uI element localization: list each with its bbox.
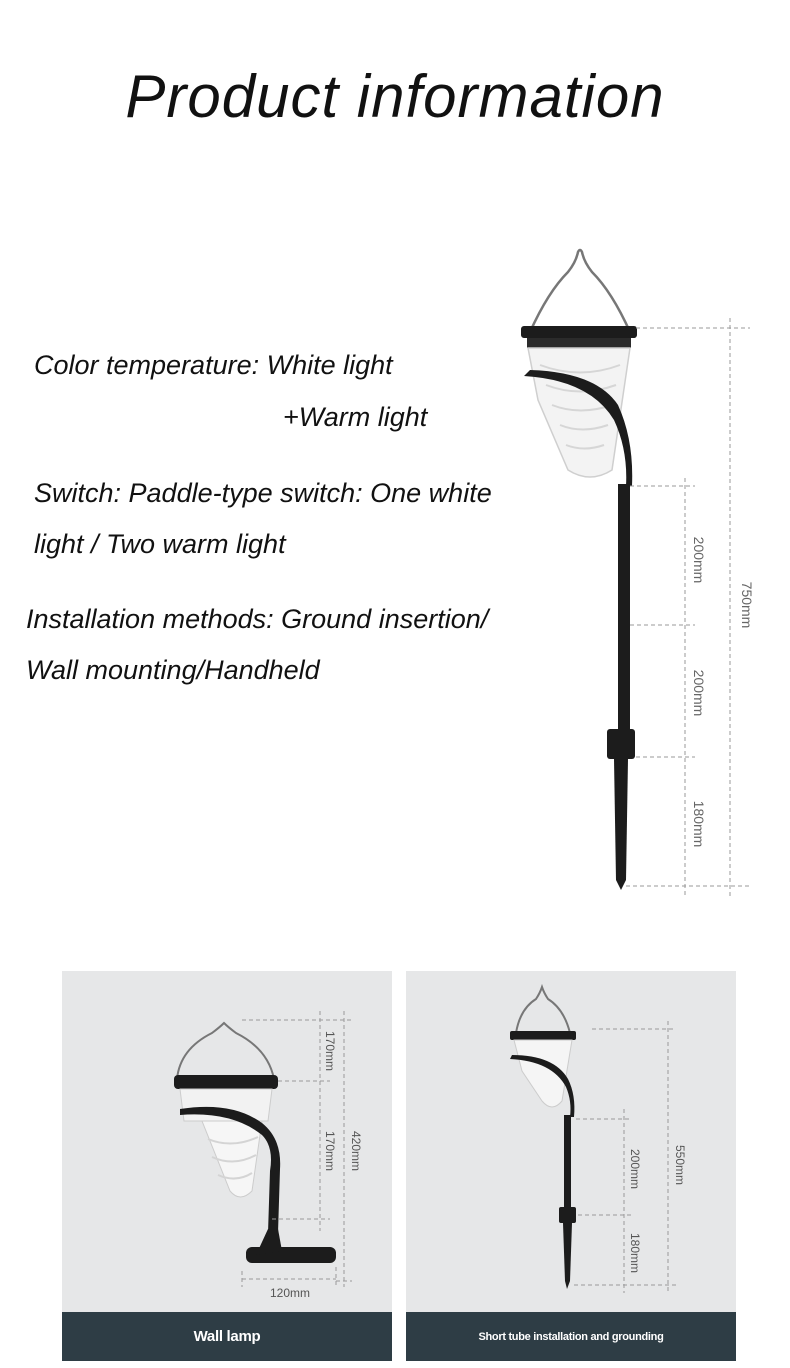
spec-switch: Switch: Paddle-type switch: One white bbox=[34, 478, 492, 508]
wall-lamp-total: 420mm bbox=[349, 1130, 363, 1172]
wall-lamp-width: 120mm bbox=[269, 1286, 311, 1300]
short-tube-panel bbox=[406, 971, 736, 1361]
solar-panel-top bbox=[521, 326, 637, 338]
wall-lamp-height-mid: 170mm bbox=[323, 1130, 337, 1172]
dimension-label-seg3: 180mm bbox=[691, 800, 707, 848]
dimension-label-seg1: 200mm bbox=[691, 536, 707, 584]
wall-lamp-height-top: 170mm bbox=[323, 1030, 337, 1072]
short-tube-pole bbox=[564, 1115, 571, 1209]
wall-lamp-caption: Wall lamp bbox=[62, 1312, 392, 1361]
short-tube-seg2: 180mm bbox=[628, 1232, 642, 1274]
wall-lamp-panel bbox=[62, 971, 392, 1361]
short-tube-diagram bbox=[406, 971, 736, 1361]
lamp-pole bbox=[618, 484, 630, 729]
spec-color-temperature-cont: +Warm light bbox=[283, 402, 428, 432]
page-title: Product information bbox=[125, 63, 665, 130]
wall-lamp-diagram bbox=[62, 971, 392, 1361]
short-tube-spike bbox=[563, 1223, 572, 1289]
short-tube-total: 550mm bbox=[673, 1144, 687, 1186]
spec-switch-cont: light / Two warm light bbox=[34, 529, 286, 559]
pole-connector bbox=[607, 729, 635, 759]
wall-lamp-handle bbox=[177, 1023, 274, 1079]
dimension-label-total: 750mm bbox=[739, 581, 755, 629]
spec-color-temperature: Color temperature: White light bbox=[34, 350, 393, 380]
dimension-label-seg2: 200mm bbox=[691, 669, 707, 717]
hanging-handle bbox=[530, 250, 630, 332]
short-tube-solar-top bbox=[510, 1031, 576, 1040]
short-tube-connector bbox=[559, 1207, 576, 1223]
wall-lamp-shade bbox=[202, 1121, 262, 1197]
wall-lamp-solar-top bbox=[174, 1075, 278, 1089]
spec-installation: Installation methods: Ground insertion/ bbox=[26, 604, 489, 634]
short-tube-seg1: 200mm bbox=[628, 1148, 642, 1190]
lamp-rim bbox=[527, 338, 631, 348]
spec-installation-cont: Wall mounting/Handheld bbox=[26, 655, 320, 685]
short-tube-handle bbox=[516, 987, 570, 1033]
short-tube-caption: Short tube installation and grounding bbox=[406, 1312, 736, 1361]
ground-spike bbox=[614, 759, 628, 890]
